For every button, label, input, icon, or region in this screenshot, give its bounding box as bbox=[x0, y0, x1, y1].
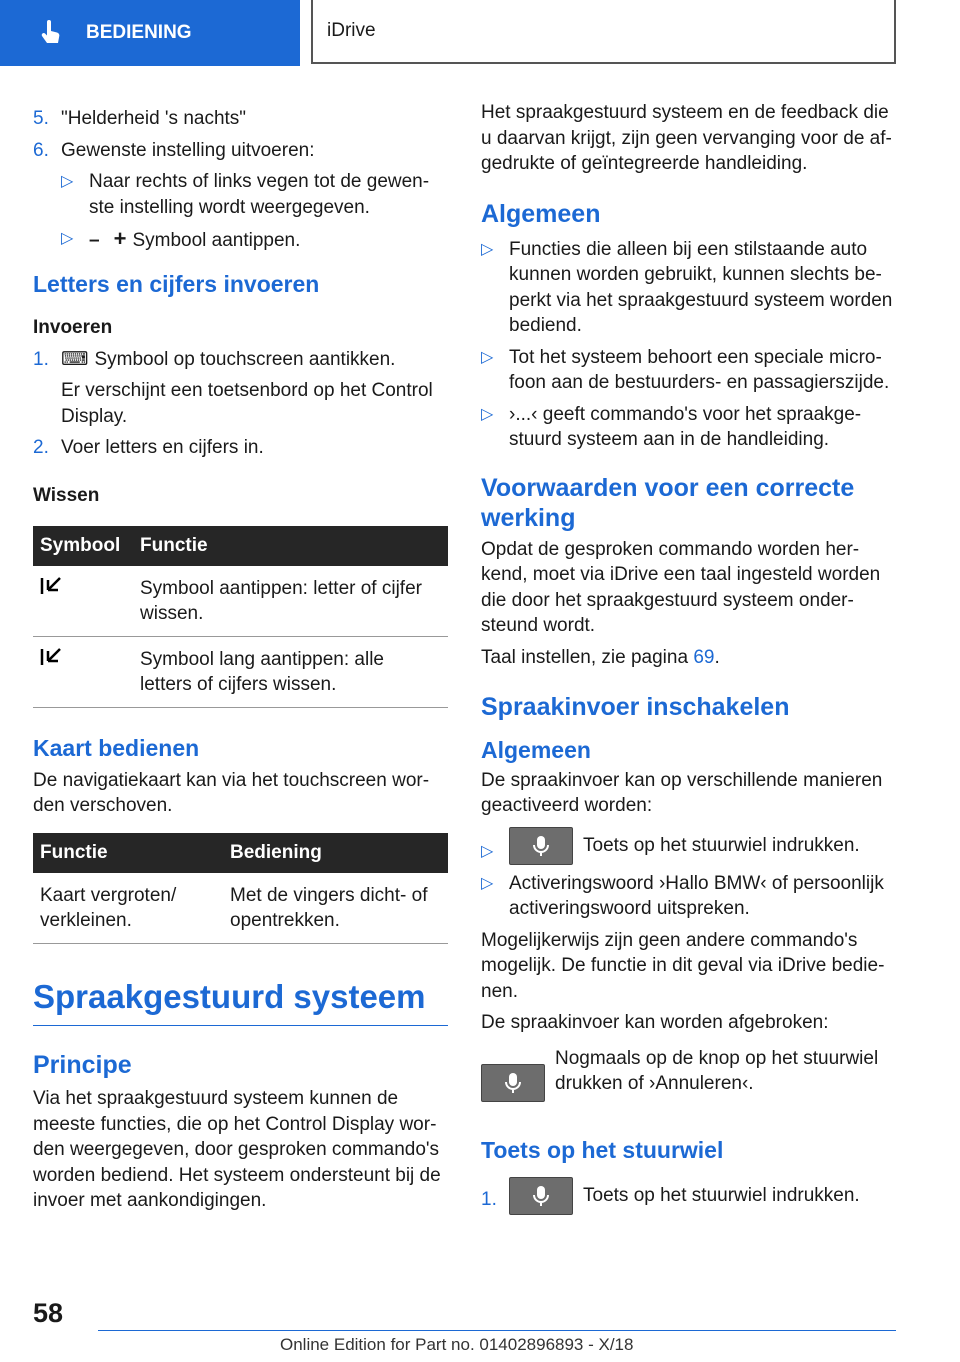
nogmaals-text: Nogmaals op de knop op het stuurwiel drukken of ›Annuleren‹. bbox=[555, 1047, 879, 1094]
bullet-item: ▷ Activeringswoord ›Hallo BMW‹ of persoonlijk activeringswoord uitspreken. bbox=[481, 872, 884, 919]
table-header: Bediening bbox=[223, 833, 448, 873]
section-tab bbox=[0, 0, 300, 66]
backspace-icon bbox=[40, 580, 64, 601]
right-column bbox=[481, 100, 896, 1221]
heading-letters: Letters en cijfers invoeren bbox=[33, 270, 320, 297]
list-item: 1. ⌨ Symbool op touchscreen aantikken. bbox=[33, 348, 396, 370]
list-item: 2. Voer letters en cijfers in. bbox=[33, 437, 264, 458]
triangle-bullet-icon: ▷ bbox=[481, 405, 494, 423]
list-item: Er verschijnt een toetsenbord op het Control Display. bbox=[61, 380, 433, 427]
triangle-bullet-icon: ▷ bbox=[481, 240, 494, 258]
heading-algemeen-2: Algemeen bbox=[481, 737, 591, 763]
mogelijk-text: Mogelijkerwijs zijn geen andere commando's mogelijk. De functie in dit geval via iDrive bedie-nen. bbox=[481, 929, 885, 1002]
chapter-heading: Spraakgestuurd systeem bbox=[33, 984, 448, 1027]
table-header: Functie bbox=[33, 833, 223, 873]
section-title: BEDIENING bbox=[86, 22, 192, 43]
heading-algemeen: Algemeen bbox=[481, 199, 601, 228]
voice-button-icon bbox=[509, 827, 573, 865]
triangle-bullet-icon: ▷ bbox=[61, 230, 74, 247]
table-row: Symbool lang aantippen: alle letters of cijfers wissen. bbox=[33, 637, 448, 708]
map-table bbox=[33, 833, 448, 944]
bullet-item: ▷ – + Symbool aantippen. bbox=[61, 226, 301, 251]
triangle-bullet-icon: ▷ bbox=[481, 842, 494, 860]
heading-voorwaarden: Voorwaarden voor een correcte werking bbox=[481, 473, 855, 532]
voorwaarden-text: Opdat de gesproken commando worden her-kend, moet via iDrive een taal ingesteld worden die door het spraakgestuurd systeem onder-steund wordt. bbox=[481, 538, 881, 636]
chapter-tab bbox=[311, 0, 896, 64]
chapter-title: iDrive bbox=[327, 20, 376, 41]
page-header bbox=[0, 0, 960, 66]
table-row: Symbool aantippen: letter of cijfer wissen. bbox=[33, 566, 448, 637]
voice-button-icon bbox=[481, 1064, 545, 1102]
intro-text: Het spraakgestuurd systeem en de feedback die u daarvan krijgt, zijn geen vervanging voor de af-gedrukte of geïntegreerde handleiding. bbox=[481, 102, 892, 174]
table-header: Symbool bbox=[33, 526, 133, 566]
edition-text: Online Edition for Part no. 01402896893 - X/18 bbox=[280, 1335, 634, 1354]
heading-inschakelen: Spraakinvoer inschakelen bbox=[481, 693, 790, 721]
subheading-wissen: Wissen bbox=[33, 484, 100, 506]
bullet-item: ▷ ›...‹ geeft commando's voor het spraakge-stuurd systeem aan in de handleiding. bbox=[481, 403, 862, 450]
keyboard-icon: ⌨ bbox=[61, 348, 89, 370]
algemeen2-text: De spraakinvoer kan op verschillende manieren geactiveerd worden: bbox=[481, 769, 883, 816]
kaart-text: De navigatiekaart kan via het touchscreen wor-den verschoven. bbox=[33, 769, 430, 816]
afgebroken-text: De spraakinvoer kan worden afgebroken: bbox=[481, 1012, 829, 1033]
page-number: 58 bbox=[33, 1298, 64, 1328]
list-item: 6. Gewenste instelling uitvoeren: bbox=[33, 139, 315, 161]
cancel-row bbox=[481, 1046, 896, 1102]
delete-table bbox=[33, 526, 448, 708]
heading-toets: Toets op het stuurwiel bbox=[481, 1136, 724, 1163]
heading-principe: Principe bbox=[33, 1051, 132, 1079]
list-item: 5. "Helderheid 's nachts" bbox=[33, 108, 247, 129]
hand-touch-icon bbox=[38, 20, 64, 46]
bullet-item: ▷ Tot het systeem behoort een speciale micro-foon aan de bestuurders- en passagierszijde. bbox=[481, 346, 890, 393]
subheading-invoeren: Invoeren bbox=[33, 317, 113, 338]
footer-divider bbox=[98, 1330, 896, 1331]
voice-button-icon bbox=[509, 1177, 573, 1215]
left-column bbox=[33, 100, 448, 1214]
minus-icon: – bbox=[89, 230, 100, 251]
list-item: 1. Toets op het stuurwiel indrukken. bbox=[481, 1177, 896, 1215]
bullet-item: ▷ Naar rechts of links vegen tot de gewen-ste instelling wordt weergegeven. bbox=[61, 171, 430, 218]
principe-text: Via het spraakgestuurd systeem kunnen de meeste functies, die op het Control Display wor-den weergegeven, door gesproken commando's worden bediend. Het systeem ondersteunt bij de invoer met aankondigingen. bbox=[33, 1088, 441, 1211]
backspace-icon bbox=[40, 651, 64, 672]
bullet-item: ▷ Toets op het stuurwiel indrukken. bbox=[481, 827, 896, 865]
triangle-bullet-icon: ▷ bbox=[481, 874, 494, 892]
plus-icon: + bbox=[113, 226, 127, 251]
table-header: Functie bbox=[133, 526, 448, 566]
page-link[interactable]: 69 bbox=[693, 646, 715, 668]
triangle-bullet-icon: ▷ bbox=[61, 173, 74, 190]
bullet-item: ▷ Functies die alleen bij een stilstaande auto kunnen worden gebruikt, kunnen slechts be-perkt via het spraakgestuurd systeem worden bediend. bbox=[481, 238, 893, 336]
triangle-bullet-icon: ▷ bbox=[481, 348, 494, 366]
table-row: Kaart vergroten/ verkleinen. Met de vingers dicht- of opentrekken. bbox=[33, 873, 448, 944]
heading-kaart: Kaart bedienen bbox=[33, 735, 200, 761]
taal-text: Taal instellen, zie pagina 69. bbox=[481, 646, 720, 668]
